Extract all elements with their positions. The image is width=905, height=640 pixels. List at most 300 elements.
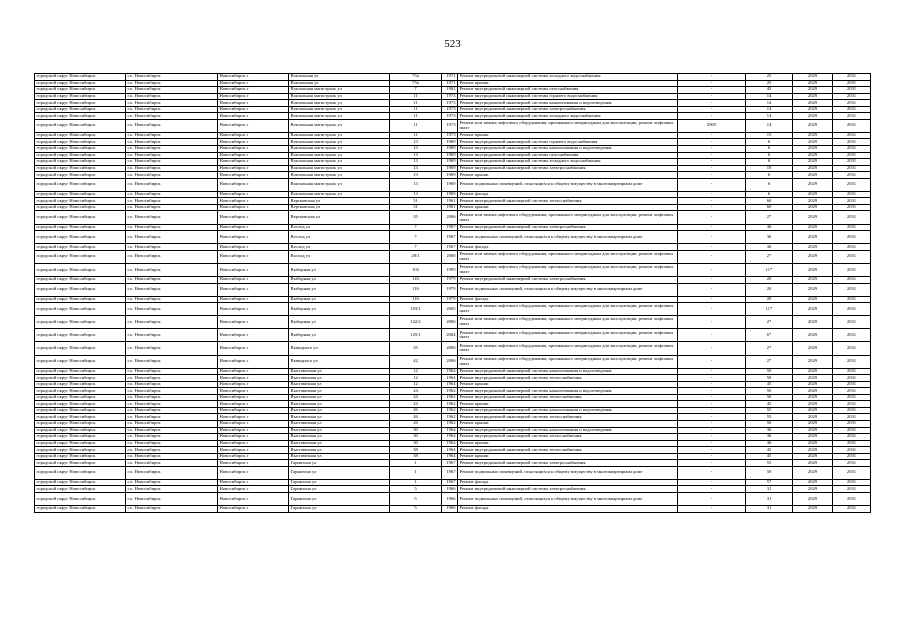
year-from-cell: 2029 (793, 139, 833, 146)
value-cell: 2* (746, 211, 793, 224)
cost-cell: - (678, 211, 746, 224)
work-type-cell: Ремонт или замена лифтового оборудования, признанного непригодным для эксплуатации, ремонт лифтовых шахт (458, 342, 678, 355)
build-year-cell: 1962 (442, 414, 458, 421)
value-cell: 6* (746, 329, 793, 342)
house-number-cell: 5 (390, 493, 442, 506)
city-cell: Новосибирск г (218, 244, 289, 251)
year-to-cell: 2031 (833, 106, 871, 113)
district-cell: городской округ Новосибирск (35, 368, 126, 375)
year-to-cell: 2031 (833, 342, 871, 355)
value-cell: 2* (746, 316, 793, 329)
municipality-cell: г.о. Новосибирск (126, 276, 218, 283)
year-from-cell: 2029 (793, 447, 833, 454)
build-year-cell: 1973 (442, 119, 458, 132)
year-to-cell: 2031 (833, 119, 871, 132)
district-cell: городской округ Новосибирск (35, 132, 126, 139)
value-cell: 6 (746, 172, 793, 179)
year-from-cell: 2029 (793, 74, 833, 81)
year-from-cell: 2029 (793, 434, 833, 441)
year-to-cell: 2031 (833, 329, 871, 342)
value-cell: 15 (746, 132, 793, 139)
municipality-cell: г.о. Новосибирск (126, 87, 218, 94)
year-to-cell: 2031 (833, 165, 871, 172)
work-type-cell: Ремонт внутридомовой инженерной системы газоснабжения (458, 152, 678, 159)
cost-cell: - (678, 250, 746, 263)
house-number-cell: 28/1 (390, 250, 442, 263)
table-row (35, 231, 871, 244)
build-year-cell: 1962 (442, 401, 458, 408)
district-cell: городской округ Новосибирск (35, 420, 126, 427)
house-number-cell: 26 (390, 414, 442, 421)
year-to-cell: 2031 (833, 316, 871, 329)
municipality-cell: г.о. Новосибирск (126, 316, 218, 329)
cost-cell: - (678, 440, 746, 447)
municipality-cell: г.о. Новосибирск (126, 401, 218, 408)
cost-cell: - (678, 447, 746, 454)
value-cell: 25 (746, 74, 793, 81)
district-cell: городской округ Новосибирск (35, 250, 126, 263)
city-cell: Новосибирск г (218, 172, 289, 179)
build-year-cell: 2006 (442, 211, 458, 224)
city-cell: Новосибирск г (218, 303, 289, 316)
cost-cell: - (678, 420, 746, 427)
cost-cell: - (678, 316, 746, 329)
street-cell: Выставочная ул (289, 453, 390, 460)
value-cell: 36 (746, 434, 793, 441)
build-year-cell: 1973 (442, 132, 458, 139)
house-number-cell: 5 (390, 486, 442, 493)
year-to-cell: 2031 (833, 440, 871, 447)
build-year-cell: 1964 (442, 375, 458, 382)
build-year-cell: 1969 (442, 191, 458, 198)
district-cell: городской округ Новосибирск (35, 178, 126, 191)
house-number-cell: 11 (390, 106, 442, 113)
municipality-cell: г.о. Новосибирск (126, 420, 218, 427)
year-to-cell: 2031 (833, 479, 871, 486)
value-cell: 6 (746, 191, 793, 198)
cost-cell: - (678, 486, 746, 493)
municipality-cell: г.о. Новосибирск (126, 178, 218, 191)
street-cell: Вокзальная магистраль ул (289, 178, 390, 191)
city-cell: Новосибирск г (218, 93, 289, 100)
municipality-cell: г.о. Новосибирск (126, 74, 218, 81)
municipality-cell: г.о. Новосибирск (126, 191, 218, 198)
value-cell: 60 (746, 204, 793, 211)
value-cell: 31 (746, 506, 793, 513)
street-cell: Вокзальная магистраль ул (289, 113, 390, 120)
street-cell: Вертковская ул (289, 198, 390, 205)
value-cell: 14 (746, 93, 793, 100)
district-cell: городской округ Новосибирск (35, 381, 126, 388)
value-cell: 57 (746, 479, 793, 486)
street-cell: Восход ул (289, 224, 390, 231)
house-number-cell: 35 (390, 211, 442, 224)
work-type-cell: Ремонт фасада (458, 191, 678, 198)
house-number-cell: 13 (390, 139, 442, 146)
district-cell: городской округ Новосибирск (35, 165, 126, 172)
year-from-cell: 2029 (793, 132, 833, 139)
year-from-cell: 2029 (793, 231, 833, 244)
city-cell: Новосибирск г (218, 420, 289, 427)
year-to-cell: 2031 (833, 283, 871, 296)
municipality-cell: г.о. Новосибирск (126, 283, 218, 296)
district-cell: городской округ Новосибирск (35, 453, 126, 460)
city-cell: Новосибирск г (218, 139, 289, 146)
municipality-cell: г.о. Новосибирск (126, 381, 218, 388)
cost-cell: - (678, 493, 746, 506)
city-cell: Новосибирск г (218, 506, 289, 513)
district-cell: городской округ Новосибирск (35, 394, 126, 401)
build-year-cell: 1969 (442, 152, 458, 159)
house-number-cell: 75а (390, 80, 442, 87)
year-from-cell: 2029 (793, 368, 833, 375)
cost-cell: - (678, 414, 746, 421)
city-cell: Новосибирск г (218, 152, 289, 159)
street-cell: Вокзальная магистраль ул (289, 159, 390, 166)
value-cell: 25 (746, 80, 793, 87)
street-cell: Выставочная ул (289, 375, 390, 382)
year-to-cell: 2031 (833, 191, 871, 198)
year-to-cell: 2031 (833, 80, 871, 87)
build-year-cell: 1973 (442, 93, 458, 100)
district-cell: городской округ Новосибирск (35, 329, 126, 342)
work-type-cell: Ремонт внутридомовой инженерной системы теплоснабжения (458, 198, 678, 205)
street-cell: Выставочная ул (289, 368, 390, 375)
city-cell: Новосибирск г (218, 453, 289, 460)
year-from-cell: 2029 (793, 420, 833, 427)
build-year-cell: 2005 (442, 303, 458, 316)
cost-cell: - (678, 460, 746, 467)
municipality-cell: г.о. Новосибирск (126, 263, 218, 276)
year-to-cell: 2031 (833, 414, 871, 421)
build-year-cell: 1969 (442, 172, 458, 179)
city-cell: Новосибирск г (218, 355, 289, 368)
year-to-cell: 2031 (833, 296, 871, 303)
city-cell: Новосибирск г (218, 191, 289, 198)
municipality-cell: г.о. Новосибирск (126, 407, 218, 414)
municipality-cell: г.о. Новосибирск (126, 231, 218, 244)
city-cell: Новосибирск г (218, 211, 289, 224)
house-number-cell: 30 (390, 434, 442, 441)
municipality-cell: г.о. Новосибирск (126, 93, 218, 100)
city-cell: Новосибирск г (218, 178, 289, 191)
work-type-cell: Ремонт внутридомовой инженерной системы теплоснабжения (458, 375, 678, 382)
year-to-cell: 2031 (833, 224, 871, 231)
year-from-cell: 2029 (793, 355, 833, 368)
work-type-cell: Ремонт внутридомовой инженерной системы канализования и водоотведения (458, 407, 678, 414)
street-cell: Гарнизона ул (289, 506, 390, 513)
district-cell: городской округ Новосибирск (35, 401, 126, 408)
city-cell: Новосибирск г (218, 427, 289, 434)
street-cell: Выставочная ул (289, 401, 390, 408)
city-cell: Новосибирск г (218, 231, 289, 244)
year-from-cell: 2029 (793, 198, 833, 205)
cost-cell: - (678, 263, 746, 276)
district-cell: городской округ Новосибирск (35, 139, 126, 146)
street-cell: Выставочная ул (289, 394, 390, 401)
house-number-cell: 102 (390, 263, 442, 276)
city-cell: Новосибирск г (218, 198, 289, 205)
district-cell: городской округ Новосибирск (35, 152, 126, 159)
work-type-cell: Ремонт крыши (458, 401, 678, 408)
municipality-cell: г.о. Новосибирск (126, 296, 218, 303)
year-from-cell: 2029 (793, 303, 833, 316)
district-cell: городской округ Новосибирск (35, 375, 126, 382)
cost-cell: - (678, 407, 746, 414)
work-type-cell: Ремонт внутридомовой инженерной системы теплоснабжения (458, 434, 678, 441)
city-cell: Новосибирск г (218, 316, 289, 329)
district-cell: городской округ Новосибирск (35, 80, 126, 87)
district-cell: городской округ Новосибирск (35, 119, 126, 132)
street-cell: Вертковская ул (289, 211, 390, 224)
value-cell: 60 (746, 198, 793, 205)
district-cell: городской округ Новосибирск (35, 414, 126, 421)
value-cell: 14 (746, 106, 793, 113)
street-cell: Восход ул (289, 250, 390, 263)
district-cell: городской округ Новосибирск (35, 407, 126, 414)
build-year-cell: 1969 (442, 146, 458, 153)
value-cell: 36 (746, 440, 793, 447)
street-cell: Выводного ул (289, 355, 390, 368)
municipality-cell: г.о. Новосибирск (126, 204, 218, 211)
cost-cell: - (678, 479, 746, 486)
repair-schedule-table (34, 73, 871, 513)
year-to-cell: 2031 (833, 355, 871, 368)
cost-cell: - (678, 329, 746, 342)
year-to-cell: 2031 (833, 493, 871, 506)
value-cell: 2* (746, 250, 793, 263)
municipality-cell: г.о. Новосибирск (126, 329, 218, 342)
build-year-cell: 1979 (442, 283, 458, 296)
year-to-cell: 2031 (833, 460, 871, 467)
work-type-cell: Ремонт фасада (458, 506, 678, 513)
municipality-cell: г.о. Новосибирск (126, 172, 218, 179)
street-cell: Выборная ул (289, 263, 390, 276)
value-cell: 6 (746, 178, 793, 191)
year-to-cell: 2031 (833, 394, 871, 401)
year-to-cell: 2031 (833, 420, 871, 427)
work-type-cell: Ремонт крыши (458, 80, 678, 87)
district-cell: городской округ Новосибирск (35, 486, 126, 493)
city-cell: Новосибирск г (218, 119, 289, 132)
work-type-cell: Ремонт внутридомовой инженерной системы теплоснабжения (458, 394, 678, 401)
build-year-cell: 1969 (442, 159, 458, 166)
year-from-cell: 2029 (793, 87, 833, 94)
year-to-cell: 2031 (833, 486, 871, 493)
district-cell: городской округ Новосибирск (35, 146, 126, 153)
year-from-cell: 2029 (793, 80, 833, 87)
year-from-cell: 2029 (793, 394, 833, 401)
street-cell: Вокзальная магистраль ул (289, 119, 390, 132)
district-cell: городской округ Новосибирск (35, 198, 126, 205)
cost-cell: - (678, 296, 746, 303)
year-from-cell: 2029 (793, 250, 833, 263)
page-number: 523 (444, 38, 461, 50)
value-cell: 45 (746, 381, 793, 388)
house-number-cell: 7 (390, 231, 442, 244)
value-cell: 6 (746, 159, 793, 166)
district-cell: городской округ Новосибирск (35, 460, 126, 467)
municipality-cell: г.о. Новосибирск (126, 100, 218, 107)
value-cell: 50 (746, 420, 793, 427)
city-cell: Новосибирск г (218, 113, 289, 120)
cost-cell: - (678, 466, 746, 479)
year-to-cell: 2031 (833, 447, 871, 454)
year-from-cell: 2029 (793, 466, 833, 479)
build-year-cell: 1964 (442, 381, 458, 388)
house-number-cell: 38 (390, 453, 442, 460)
work-type-cell: Ремонт крыши (458, 204, 678, 211)
work-type-cell: Ремонт крыши (458, 440, 678, 447)
year-from-cell: 2029 (793, 100, 833, 107)
year-to-cell: 2031 (833, 198, 871, 205)
table-row (35, 119, 871, 132)
house-number-cell: 42 (390, 355, 442, 368)
district-cell: городской округ Новосибирск (35, 244, 126, 251)
work-type-cell: Ремонт внутридомовой инженерной системы канализования и водоотведения (458, 368, 678, 375)
work-type-cell: Ремонт или замена лифтового оборудования, признанного непригодным для эксплуатации, ремонт лифтовых шахт (458, 316, 678, 329)
street-cell: Выводного ул (289, 342, 390, 355)
house-number-cell: 11 (390, 93, 442, 100)
work-type-cell: Ремонт или замена лифтового оборудования, признанного непригодным для эксплуатации, ремонт лифтовых шахт (458, 263, 678, 276)
year-to-cell: 2031 (833, 276, 871, 283)
work-type-cell: Ремонт внутридомовой инженерной системы горячего водоснабжения (458, 139, 678, 146)
cost-cell: - (678, 139, 746, 146)
city-cell: Новосибирск г (218, 447, 289, 454)
city-cell: Новосибирск г (218, 434, 289, 441)
cost-cell: - (678, 303, 746, 316)
municipality-cell: г.о. Новосибирск (126, 355, 218, 368)
year-from-cell: 2029 (793, 329, 833, 342)
cost-cell: - (678, 93, 746, 100)
build-year-cell: 1971 (442, 74, 458, 81)
city-cell: Новосибирск г (218, 479, 289, 486)
year-from-cell: 2029 (793, 93, 833, 100)
year-from-cell: 2029 (793, 375, 833, 382)
value-cell: 50 (746, 466, 793, 479)
build-year-cell: 1962 (442, 394, 458, 401)
municipality-cell: г.о. Новосибирск (126, 447, 218, 454)
year-from-cell: 2029 (793, 159, 833, 166)
cost-cell: - (678, 388, 746, 395)
year-from-cell: 2029 (793, 244, 833, 251)
street-cell: Гарнизона ул (289, 466, 390, 479)
year-from-cell: 2029 (793, 486, 833, 493)
cost-cell: - (678, 159, 746, 166)
value-cell: 45 (746, 453, 793, 460)
build-year-cell: 1967 (442, 231, 458, 244)
year-to-cell: 2031 (833, 303, 871, 316)
year-from-cell: 2029 (793, 146, 833, 153)
build-year-cell: 1973 (442, 113, 458, 120)
build-year-cell: 1969 (442, 139, 458, 146)
year-to-cell: 2031 (833, 401, 871, 408)
house-number-cell: 11 (390, 119, 442, 132)
build-year-cell: 1967 (442, 460, 458, 467)
build-year-cell: 1962 (442, 87, 458, 94)
cost-cell: - (678, 113, 746, 120)
work-type-cell: Ремонт или замена лифтового оборудования, признанного непригодным для эксплуатации, ремонт лифтовых шахт (458, 355, 678, 368)
build-year-cell: 1966 (442, 493, 458, 506)
value-cell: 2* (746, 355, 793, 368)
cost-cell: - (678, 506, 746, 513)
district-cell: городской округ Новосибирск (35, 447, 126, 454)
work-type-cell: Ремонт внутридомовой инженерной системы электроснабжения (458, 106, 678, 113)
build-year-cell: 1962 (442, 388, 458, 395)
house-number-cell: 125/1 (390, 329, 442, 342)
district-cell: городской округ Новосибирск (35, 113, 126, 120)
district-cell: городской округ Новосибирск (35, 172, 126, 179)
build-year-cell: 1971 (442, 80, 458, 87)
table-row (35, 466, 871, 479)
municipality-cell: г.о. Новосибирск (126, 211, 218, 224)
house-number-cell: 1 (390, 479, 442, 486)
street-cell: Гарнизона ул (289, 486, 390, 493)
build-year-cell: 1964 (442, 368, 458, 375)
table-row (35, 316, 871, 329)
work-type-cell: Ремонт подвальных помещений, относящихся к общему имуществу в многоквартирном доме (458, 231, 678, 244)
house-number-cell: 12 (390, 375, 442, 382)
house-number-cell: 24 (390, 401, 442, 408)
municipality-cell: г.о. Новосибирск (126, 244, 218, 251)
year-to-cell: 2031 (833, 244, 871, 251)
value-cell: 36 (746, 224, 793, 231)
house-number-cell: 51 (390, 198, 442, 205)
house-number-cell: 7 (390, 244, 442, 251)
value-cell: 11* (746, 303, 793, 316)
work-type-cell: Ремонт внутридомовой инженерной системы электроснабжения (458, 460, 678, 467)
year-from-cell: 2029 (793, 440, 833, 447)
cost-cell: - (678, 178, 746, 191)
city-cell: Новосибирск г (218, 342, 289, 355)
build-year-cell: 1967 (442, 224, 458, 231)
year-to-cell: 2031 (833, 159, 871, 166)
cost-cell: - (678, 224, 746, 231)
build-year-cell: 2006 (442, 342, 458, 355)
street-cell: Гарнизона ул (289, 460, 390, 467)
year-from-cell: 2029 (793, 493, 833, 506)
municipality-cell: г.о. Новосибирск (126, 152, 218, 159)
street-cell: Выставочная ул (289, 407, 390, 414)
city-cell: Новосибирск г (218, 80, 289, 87)
year-from-cell: 2029 (793, 119, 833, 132)
year-from-cell: 2029 (793, 191, 833, 198)
work-type-cell: Ремонт крыши (458, 420, 678, 427)
cost-cell: - (678, 276, 746, 283)
district-cell: городской округ Новосибирск (35, 74, 126, 81)
year-to-cell: 2031 (833, 100, 871, 107)
house-number-cell: 122/2 (390, 316, 442, 329)
street-cell: Выборная ул (289, 296, 390, 303)
year-to-cell: 2031 (833, 93, 871, 100)
municipality-cell: г.о. Новосибирск (126, 414, 218, 421)
value-cell: 20 (746, 283, 793, 296)
build-year-cell: 1966 (442, 486, 458, 493)
district-cell: городской округ Новосибирск (35, 342, 126, 355)
build-year-cell: 1973 (442, 106, 458, 113)
table-row (35, 329, 871, 342)
city-cell: Новосибирск г (218, 87, 289, 94)
build-year-cell: 2006 (442, 355, 458, 368)
municipality-cell: г.о. Новосибирск (126, 119, 218, 132)
build-year-cell: 1964 (442, 434, 458, 441)
street-cell: Выставочная ул (289, 427, 390, 434)
district-cell: городской округ Новосибирск (35, 316, 126, 329)
district-cell: городской округ Новосибирск (35, 231, 126, 244)
street-cell: Выставочная ул (289, 440, 390, 447)
cost-cell: - (678, 100, 746, 107)
year-to-cell: 2031 (833, 152, 871, 159)
